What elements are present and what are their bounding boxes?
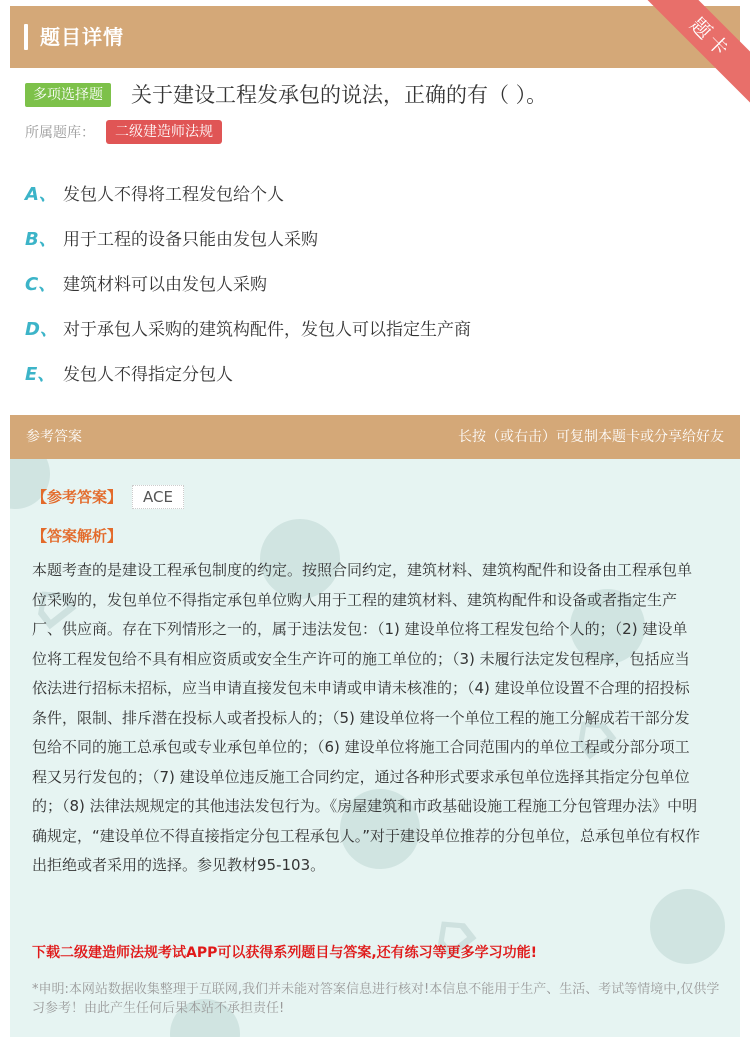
option-b[interactable] — [25, 215, 725, 260]
question-type-badge: 多项选择题 — [25, 83, 111, 107]
option-text: 发包人不得指定分包人 — [63, 365, 233, 385]
answer-tag: 【参考答案】 — [32, 488, 123, 506]
option-letter: D、 — [25, 318, 58, 340]
watermark-glyph: ⌂ — [553, 693, 629, 773]
option-c[interactable] — [25, 260, 725, 305]
watermark-glyph: ⌂ — [413, 893, 489, 973]
option-d[interactable] — [25, 305, 725, 350]
option-text: 用于工程的设备只能由发包人采购 — [63, 230, 318, 250]
option-a[interactable] — [25, 170, 725, 215]
option-letter: B、 — [25, 228, 57, 250]
option-e[interactable] — [25, 350, 725, 395]
answer-line — [32, 485, 184, 509]
page-header — [10, 6, 740, 68]
option-text: 发包人不得将工程发包给个人 — [63, 185, 284, 205]
disclaimer-text: *申明:本网站数据收集整理于互联网,我们并未能对答案信息进行核对!本信息不能用于生产、生活、考试等情境中,仅供学习参考！由此产生任何后果本站不承担责任! — [32, 982, 720, 1016]
answer-value: ACE — [132, 485, 184, 509]
option-letter: C、 — [25, 273, 57, 295]
answer-panel-title: 参考答案 — [26, 429, 82, 445]
analysis-tag: 【答案解析】 — [32, 527, 123, 545]
library-link[interactable]: 二级建造师法规 — [106, 120, 222, 144]
header-accent-bar — [24, 24, 28, 50]
corner-badge-label: 题卡 — [645, 0, 750, 104]
app-download-link[interactable]: 下载二级建造师法规考试APP可以获得系列题目与答案,还有练习等更多学习功能! — [32, 945, 538, 961]
library-label: 所属题库： — [25, 125, 95, 141]
answer-panel-body — [10, 459, 740, 1037]
option-letter: A、 — [25, 183, 57, 205]
watermark-glyph: ⌂ — [13, 563, 89, 643]
corner-badge — [640, 0, 750, 110]
option-text: 对于承包人采购的建筑构配件，发包人可以指定生产商 — [63, 320, 471, 340]
option-text: 建筑材料可以由发包人采购 — [63, 275, 267, 295]
option-letter: E、 — [25, 363, 56, 385]
options-list — [25, 170, 725, 395]
page-title: 题目详情 — [40, 25, 124, 49]
answer-panel-header — [10, 415, 740, 459]
share-hint: 长按（或右击）可复制本题卡或分享给好友 — [458, 429, 724, 445]
analysis-text: 本题考查的是建设工程承包制度的约定。按照合同约定，建筑材料、建筑构配件和设备由工程承包单位采购的，发包单位不得指定承包单位购人用于工程的建筑材料、建筑构配件和设备或者指定生产厂、供应商。存在下列情形之一的，属于违法发包：（1) 建设单位将工程发包给个人的；（2) 建设单位将工程发包给不具有相应资质或安全生产许可的施工单位的；（3) 未履行法定发包程序，包括应当依法进行招标未招标，应当申请直接发包未申请或申请未核准的；（4) 建设单位设置不合理的招投标条件，限制、排斥潜在投标人或者投标人的；（5) 建设单位将一个单位工程的施工分解成若干部分发包给不同的施工总承包或专业承包单位的；（6) 建设单位将施工合同范围内的单位工程或分部分项工程又另行发包的；（7) 建设单位违反施工合同约定，通过各种形式要求承包单位选择其指定分包单位的；（8) 法律法规规定的其他违法发包行为。《房屋建筑和市政基础设施工程施工分包管理办法》中明确规定，“建设单位不得直接指定分包工程承包人。”对于建设单位推荐的分包单位，总承包单位有权作出拒绝或者采用的选择。参见教材95-103。 — [32, 561, 701, 874]
question-text: 关于建设工程发承包的说法，正确的有（ ）。 — [131, 83, 548, 107]
